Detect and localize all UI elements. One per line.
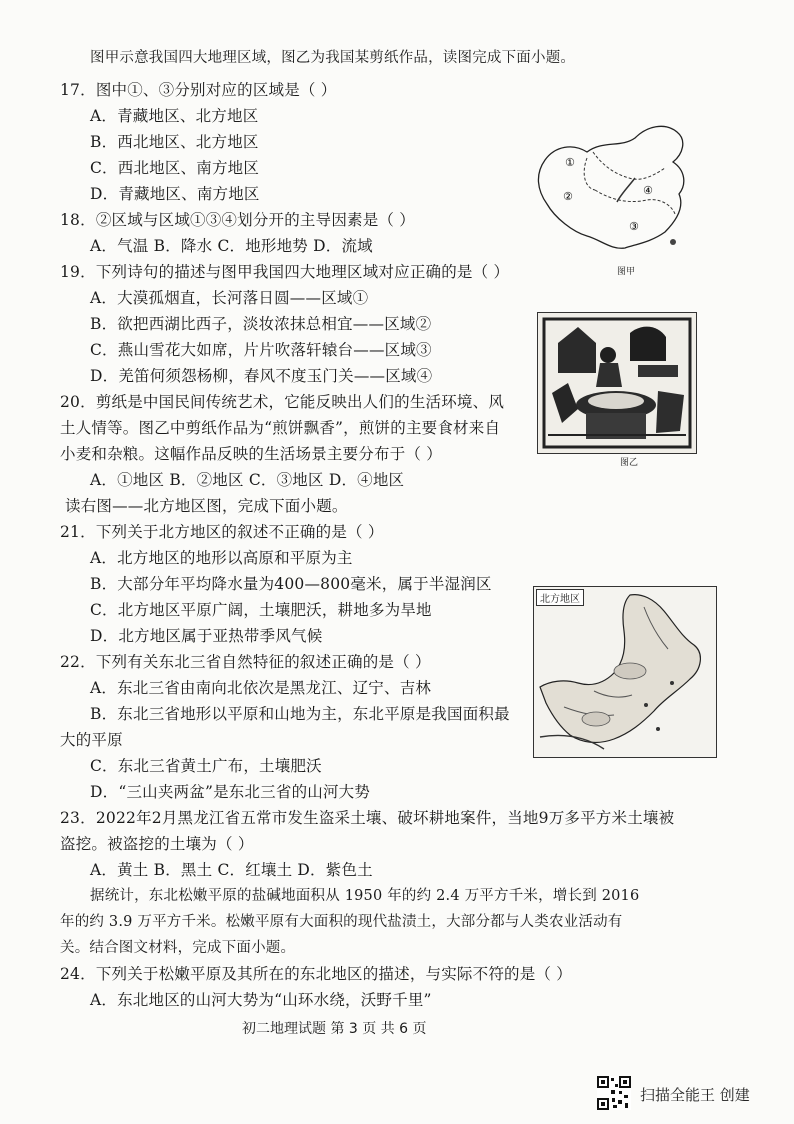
- figure-caption: 图甲: [617, 267, 636, 277]
- option-d: D．羌笛何须怨杨柳，春风不度玉门关——区域④: [90, 367, 433, 385]
- options-row: A．气温 B．降水 C．地形地势 D．流域: [90, 237, 373, 255]
- option-c: C．燕山雪花大如席，片片吹落轩辕台——区域③: [90, 341, 432, 359]
- north-region-outline: [534, 587, 716, 757]
- question-stem-line: 土人情等。图乙中剪纸作品为“煎饼飘香”，煎饼的主要食材来自: [60, 419, 501, 437]
- map-title: 北方地区: [536, 589, 584, 606]
- intro-text: 读右图——北方地区图，完成下面小题。: [65, 497, 348, 515]
- option-a: A．青藏地区、北方地区: [90, 107, 259, 125]
- question-stem: 22．下列有关东北三省自然特征的叙述正确的是（ ）: [60, 653, 431, 671]
- intro-text: 图甲示意我国四大地理区域，图乙为我国某剪纸作品，读图完成下面小题。: [90, 50, 576, 66]
- region-label: ③: [629, 220, 639, 233]
- option-a: A．大漠孤烟直，长河落日圆——区域①: [90, 289, 369, 307]
- question-stem: 24．下列关于松嫩平原及其所在的东北地区的描述，与实际不符的是（ ）: [60, 965, 572, 983]
- option-a: A．东北三省由南向北依次是黑龙江、辽宁、吉林: [90, 679, 432, 697]
- material-line: 年的约 3.9 万平方千米。松嫩平原有大面积的现代盐渍土，大部分都与人类农业活动有: [60, 914, 623, 930]
- option-b: B．欲把西湖比西子，淡妆浓抹总相宜——区域②: [90, 315, 432, 333]
- figure-papercut: [537, 312, 697, 468]
- question-stem: 17．图中①、③分别对应的区域是（ ）: [60, 81, 337, 99]
- figure-caption: 图乙: [620, 458, 639, 468]
- question-stem-line: 23．2022年2月黑龙江省五常市发生盗采土壤、破坏耕地案件，当地9万多平方米土壤被: [60, 809, 675, 827]
- region-label: ④: [643, 184, 653, 197]
- papercut-image: [538, 313, 696, 453]
- region-label: ①: [565, 156, 575, 169]
- question-stem-line: 20．剪纸是中国民间传统艺术，它能反映出人们的生活环境、风: [60, 393, 505, 411]
- question-stem-line: 小麦和杂粮。这幅作品反映的生活场景主要分布于（ ）: [60, 445, 442, 463]
- option-c: C．西北地区、南方地区: [90, 159, 260, 177]
- option-c: C．东北三省黄土广布，土壤肥沃: [90, 757, 322, 775]
- option-b-cont: 大的平原: [60, 731, 123, 749]
- option-b: B．西北地区、北方地区: [90, 133, 259, 151]
- material-line: 关。结合图文材料，完成下面小题。: [60, 940, 296, 956]
- figure-north-region-map: [533, 586, 717, 758]
- question-stem: 18．②区域与区域①③④划分开的主导因素是（ ）: [60, 211, 415, 229]
- option-d: D．青藏地区、南方地区: [90, 185, 260, 203]
- option-b: B．东北三省地形以平原和山地为主，东北平原是我国面积最: [90, 705, 510, 723]
- options-row: A．黄土 B．黑土 C．红壤土 D．紫色土: [90, 861, 373, 879]
- option-a: A．东北地区的山河大势为“山环水绕，沃野千里”: [90, 991, 432, 1009]
- question-stem: 19．下列诗句的描述与图甲我国四大地理区域对应正确的是（ ）: [60, 263, 510, 281]
- option-c: C．北方地区平原广阔，土壤肥沃，耕地多为旱地: [90, 601, 432, 619]
- qr-code-icon: [597, 1076, 631, 1110]
- option-a: A．北方地区的地形以高原和平原为主: [90, 549, 353, 567]
- question-stem-line: 盗挖。被盗挖的土壤为（ ）: [60, 835, 254, 853]
- option-d: D．“三山夹两盆”是东北三省的山河大势: [90, 783, 371, 801]
- china-outline-map: [525, 118, 705, 258]
- region-label: ②: [563, 190, 573, 203]
- question-stem: 21．下列关于北方地区的叙述不正确的是（ ）: [60, 523, 384, 541]
- option-d: D．北方地区属于亚热带季风气候: [90, 627, 323, 645]
- scanner-watermark: 扫描全能王 创建: [640, 1086, 750, 1104]
- figure-china-regions-map: [525, 118, 705, 277]
- options-row: A．①地区 B．②地区 C．③地区 D．④地区: [90, 471, 405, 489]
- material-line: 据统计，东北松嫩平原的盐碱地面积从 1950 年的约 2.4 万平方千米，增长到 2016: [90, 888, 640, 904]
- page-footer: 初二地理试题 第 3 页 共 6 页: [242, 1021, 427, 1037]
- option-b: B．大部分年平均降水量为400—800毫米，属于半湿润区: [90, 575, 492, 593]
